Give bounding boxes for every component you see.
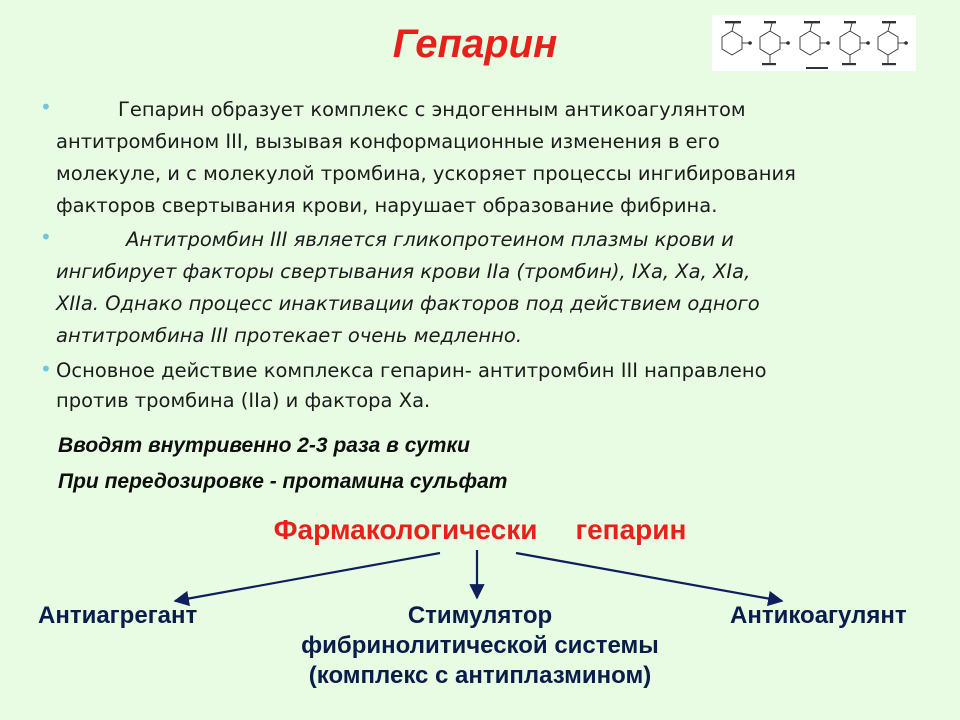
effect-anticoagulant: Антикоагулянт xyxy=(730,602,907,629)
bullet-marker: • xyxy=(40,357,52,381)
effect-fibrinolysis-stimulator xyxy=(270,601,690,691)
bullet-line: XIIa. Однако процесс инактивации факторов под действием одного xyxy=(56,292,760,315)
bullet-main-action xyxy=(40,356,911,416)
pharmacology-heading xyxy=(0,514,960,546)
bullet-antithrombin xyxy=(40,224,911,352)
bullet-line: против тромбина (IIa) и фактора Ха. xyxy=(56,389,431,412)
administration-note: Вводят внутривенно 2-3 раза в сутки xyxy=(58,434,470,457)
heparin-structure-formula-icon xyxy=(712,15,916,71)
bullet-line: молекуле, и с молекулой тромбина, ускоряет процессы ингибирования xyxy=(56,162,796,185)
effect-line: Стимулятор xyxy=(407,602,553,629)
arrow-to-antiaggregant xyxy=(175,553,440,601)
bullet-line: антитромбином III, вызывая конформационные изменения в его xyxy=(56,130,720,153)
overdose-note: При передозировке - протамина сульфат xyxy=(58,470,508,493)
bullet-marker: • xyxy=(40,225,52,249)
pharmacology-heading-left: Фармакологически xyxy=(273,514,538,545)
bullet-marker: • xyxy=(40,95,52,119)
effect-line: (комплекс с антиплазмином) xyxy=(308,662,652,689)
bullet-line: антитромбина III протекает очень медленно. xyxy=(56,324,523,347)
bullet-line: ингибирует факторы свертывания крови IIa (тромбин), IXa, Xa, XIa, xyxy=(56,260,751,283)
effect-antiaggregant: Антиагрегант xyxy=(38,602,198,629)
bullet-line: Антитромбин III является гликопротеином плазмы крови и xyxy=(126,228,734,251)
heparin-formula-image xyxy=(712,15,916,71)
pharmacology-heading-right: гепарин xyxy=(575,514,687,545)
bullet-list xyxy=(40,94,911,416)
bullet-line: факторов свертывания крови, нарушает образование фибрина. xyxy=(56,194,718,217)
bullet-line: Основное действие комплекса гепарин- антитромбин III направлено xyxy=(56,359,767,382)
bullet-line: Гепарин образует комплекс с эндогенным антикоагулянтом xyxy=(118,98,746,121)
arrow-to-anticoagulant xyxy=(516,553,782,601)
bullet-heparin-complex xyxy=(40,94,911,222)
effect-line: фибринолитической системы xyxy=(301,632,659,659)
slide-title: Гепарин xyxy=(392,22,558,66)
